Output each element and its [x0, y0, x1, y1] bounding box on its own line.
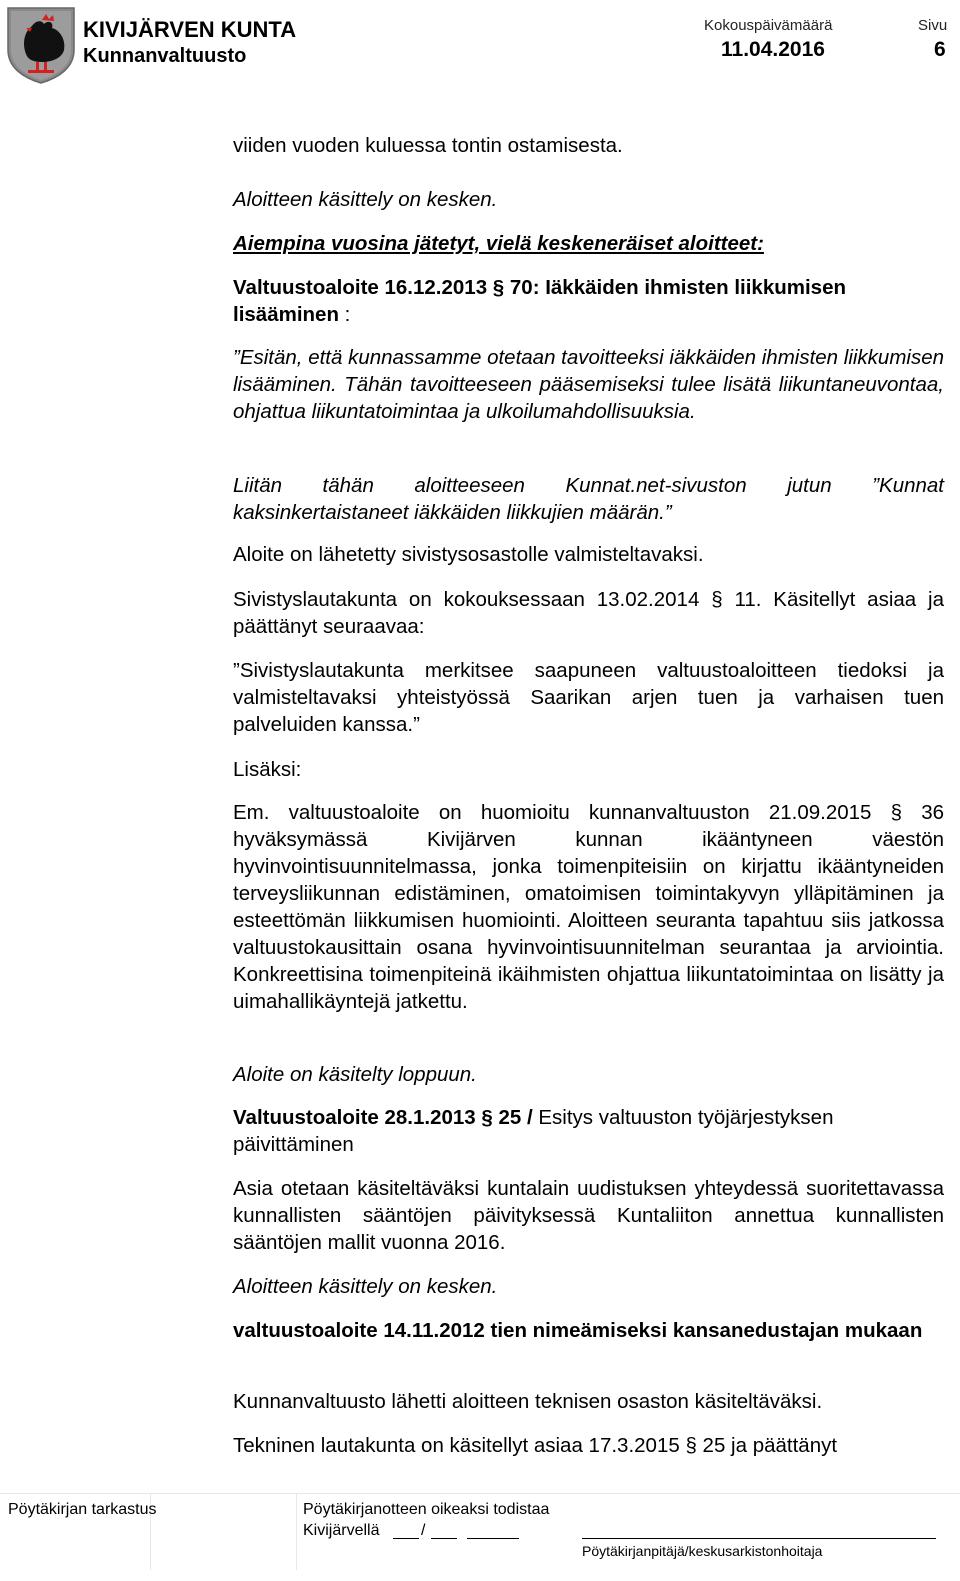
organization-name	[83, 17, 296, 69]
date-separator: /	[421, 1522, 426, 1539]
municipality-name: KIVIJÄRVEN KUNTA	[83, 17, 297, 42]
place-label: Kivijärvellä	[303, 1522, 380, 1539]
signature-line	[582, 1538, 936, 1539]
signer-label: Pöytäkirjanpitäjä/keskusarkistonhoitaja	[582, 1543, 823, 1559]
paragraph: Em. valtuustoaloite on huomioitu kunnanvaltuuston 21.09.2015 § 36 hyväksymässä Kivijärven kunnan ikääntyneen väestön hyvinvointisuunnitelmassa, jonka toimenpiteisiin on kirjattu ikääntyneiden terveysliikunnan edistäminen, omatoimisen toimintakyvyn ylläpitäminen ja esteettömän liikkumisen huomiointi. Aloitteen seuranta tapahtuu siis jatkossa valtuustokausittain osana hyvinvointisuunnitelman seurantaa ja arviointia. Konkreettisina toimenpiteinä ikäihmisten ohjattua liikuntatoimintaa on lisätty ja uimahallikäyntejä jatkettu.	[233, 801, 944, 1013]
page-label: Sivu	[918, 17, 948, 34]
coat-of-arms-rooster-icon	[6, 6, 76, 84]
meeting-date-label: Kokouspäivämäärä	[704, 17, 833, 34]
month-line	[431, 1538, 457, 1539]
status-line: Aloite on käsitelty loppuun.	[233, 1063, 477, 1086]
initiative-title-rest: Esitys valtuuston työjärjestyksen päivittäminen	[233, 1106, 834, 1156]
paragraph: viiden vuoden kuluessa tontin ostamisesta.	[233, 134, 623, 157]
paragraph: Aloite on lähetetty sivistysosastolle valmisteltavaksi.	[233, 543, 704, 566]
year-line	[467, 1538, 519, 1539]
initiative-title	[233, 1104, 944, 1158]
check-label: Pöytäkirjan tarkastus	[8, 1501, 157, 1518]
quote-paragraph: ”Sivistyslautakunta merkitsee saapuneen valtuustoaloitteen tiedoksi ja valmisteltavaksi yhteistyössä Saarikan arjen tuen ja varhaisen tuen palveluiden kanssa.”	[233, 659, 944, 736]
initiative-title	[233, 274, 944, 328]
day-line	[393, 1538, 419, 1539]
initiative-title: valtuustoaloite 14.11.2012 tien nimeämiseksi kansanedustajan mukaan	[233, 1319, 923, 1342]
page-footer	[0, 1493, 960, 1581]
quote-paragraph: ”Esitän, että kunnassamme otetaan tavoitteeksi iäkkäiden ihmisten liikkumisen lisääminen. Tähän tavoitteeseen pääsemiseksi tulee lisätä liikuntaneuvontaa, ohjattua liikuntatoimintaa ja ulkoilumahdollisuuksia.	[233, 346, 945, 423]
page-header	[0, 0, 960, 90]
initiative-title-bold: Valtuustoaloite 16.12.2013 § 70: Iäkkäiden ihmisten liikkumisen lisääminen	[233, 276, 846, 326]
initiative-title-rest: :	[338, 303, 351, 326]
section-heading: Aiempina vuosina jätetyt, vielä keskeneräiset aloitteet:	[233, 232, 764, 255]
paragraph: Asia otetaan käsiteltäväksi kuntalain uudistuksen yhteydessä suoritettavassa kunnallisten sääntöjen päivityksessä Kuntaliiton annettua kunnallisten sääntöjen mallit vuonna 2016.	[233, 1177, 944, 1254]
status-line: Aloitteen käsittely on kesken.	[233, 188, 498, 211]
paragraph: Lisäksi:	[233, 758, 302, 781]
paragraph: Sivistyslautakunta on kokouksessaan 13.02.2014 § 11. Käsitellyt asiaa ja päättänyt seuraavaa:	[233, 588, 944, 638]
status-line: Aloitteen käsittely on kesken.	[233, 1275, 498, 1298]
paragraph: Tekninen lautakunta on käsitellyt asiaa 17.3.2015 § 25 ja päättänyt	[233, 1434, 838, 1457]
council-name: Kunnanvaltuusto	[83, 45, 247, 67]
page-number: 6	[934, 38, 946, 61]
footer-empty-column	[150, 1493, 297, 1570]
paragraph: Kunnanvaltuusto lähetti aloitteen teknisen osaston käsiteltäväksi.	[233, 1390, 823, 1413]
certify-label: Pöytäkirjanotteen oikeaksi todistaa	[303, 1501, 550, 1518]
paragraph: Liitän tähän aloitteeseen Kunnat.net-sivuston jutun ”Kunnat kaksinkertaistaneet iäkkäiden liikkujien määrän.”	[233, 474, 944, 524]
meeting-date: 11.04.2016	[721, 38, 825, 61]
initiative-title-bold: Valtuustoaloite 28.1.2013 § 25 /	[233, 1106, 533, 1129]
